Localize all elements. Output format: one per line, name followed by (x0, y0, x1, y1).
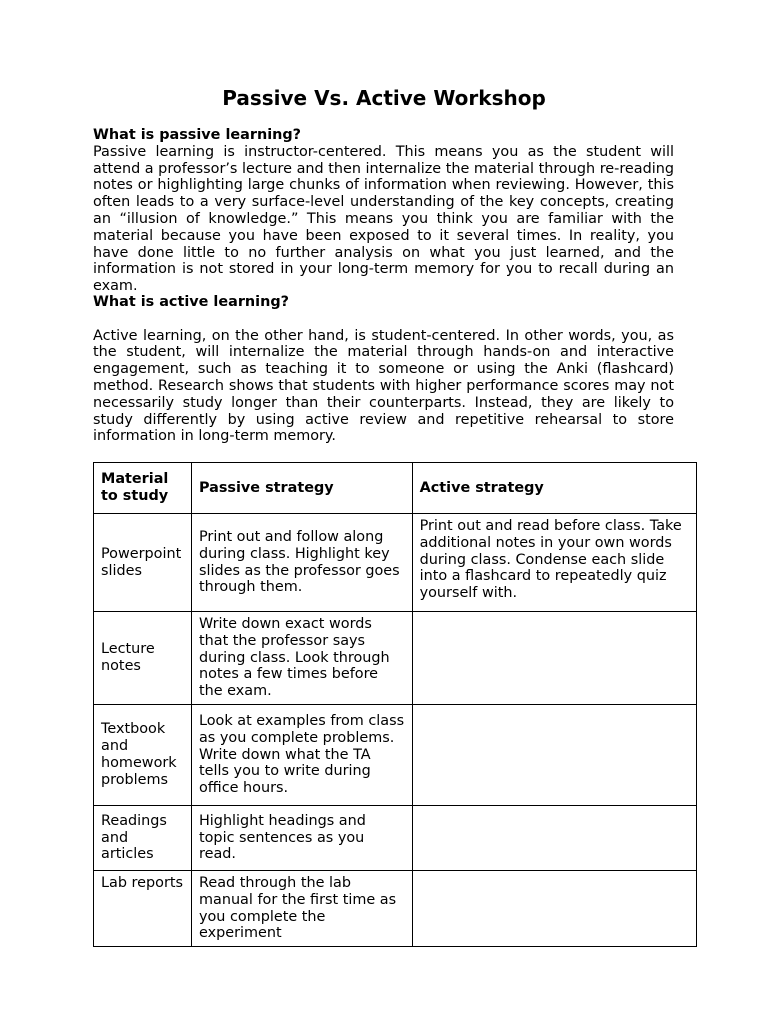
table-row (94, 514, 697, 612)
header-passive-strategy: Passive strategy (191, 463, 412, 514)
table-row (94, 704, 697, 805)
passive-strategy-cell: Look at examples from class as you complete problems. Write down what the TA tells you to write during office hours. (191, 704, 412, 805)
document-title: Passive Vs. Active Workshop (222, 86, 546, 110)
table-row (94, 612, 697, 705)
passive-learning-body: Passive learning is instructor-centered. This means you as the student will attend a professor’s lecture and then internalize the material through re-reading notes or highlighting large chunks of information when reviewing. However, this often leads to a very surface-level understanding of the key concepts, creating an “illusion of knowledge.” This means you think you are familiar with the material because you have been exposed to it several times. In reality, you have done little to no further analysis on what you just learned, and the information is not stored in your long-term memory for you to recall during an exam. (93, 143, 674, 295)
active-strategy-cell (412, 612, 696, 705)
active-strategy-cell (412, 805, 696, 870)
material-cell: Textbook and homework problems (94, 704, 192, 805)
strategy-table (93, 462, 697, 947)
passive-strategy-cell: Highlight headings and topic sentences as you read. (191, 805, 412, 870)
table-header-row (94, 463, 697, 514)
active-learning-section (93, 294, 674, 445)
passive-learning-heading: What is passive learning? (93, 127, 302, 143)
material-cell: Readings and articles (94, 805, 192, 870)
active-strategy-cell: Print out and read before class. Take additional notes in your own words during class. Condense each slide into a flashcard to repeatedly quiz yourself with. (412, 514, 696, 612)
table-row (94, 805, 697, 870)
passive-learning-section (93, 127, 674, 295)
passive-strategy-cell: Read through the lab manual for the first time as you complete the experiment (191, 870, 412, 946)
material-cell: Lab reports (94, 870, 192, 946)
active-strategy-cell (412, 870, 696, 946)
passive-strategy-cell: Print out and follow along during class. Highlight key slides as the professor goes through them. (191, 514, 412, 612)
active-strategy-cell (412, 704, 696, 805)
header-material: Material to study (94, 463, 192, 514)
table-row (94, 870, 697, 946)
active-learning-heading: What is active learning? (93, 294, 290, 310)
active-learning-body: Active learning, on the other hand, is student-centered. In other words, you, as the student, will internalize the material through hands-on and interactive engagement, such as teaching it to someone or using the Anki (flashcard) method. Research shows that students with higher performance scores may not necessarily study longer than their counterparts. Instead, they are likely to study differently by using active review and repetitive rehearsal to store information in long-term memory. (93, 327, 674, 445)
material-cell: Lecture notes (94, 612, 192, 705)
material-cell: Powerpoint slides (94, 514, 192, 612)
header-active-strategy: Active strategy (412, 463, 696, 514)
passive-strategy-cell: Write down exact words that the professor says during class. Look through notes a few times before the exam. (191, 612, 412, 705)
